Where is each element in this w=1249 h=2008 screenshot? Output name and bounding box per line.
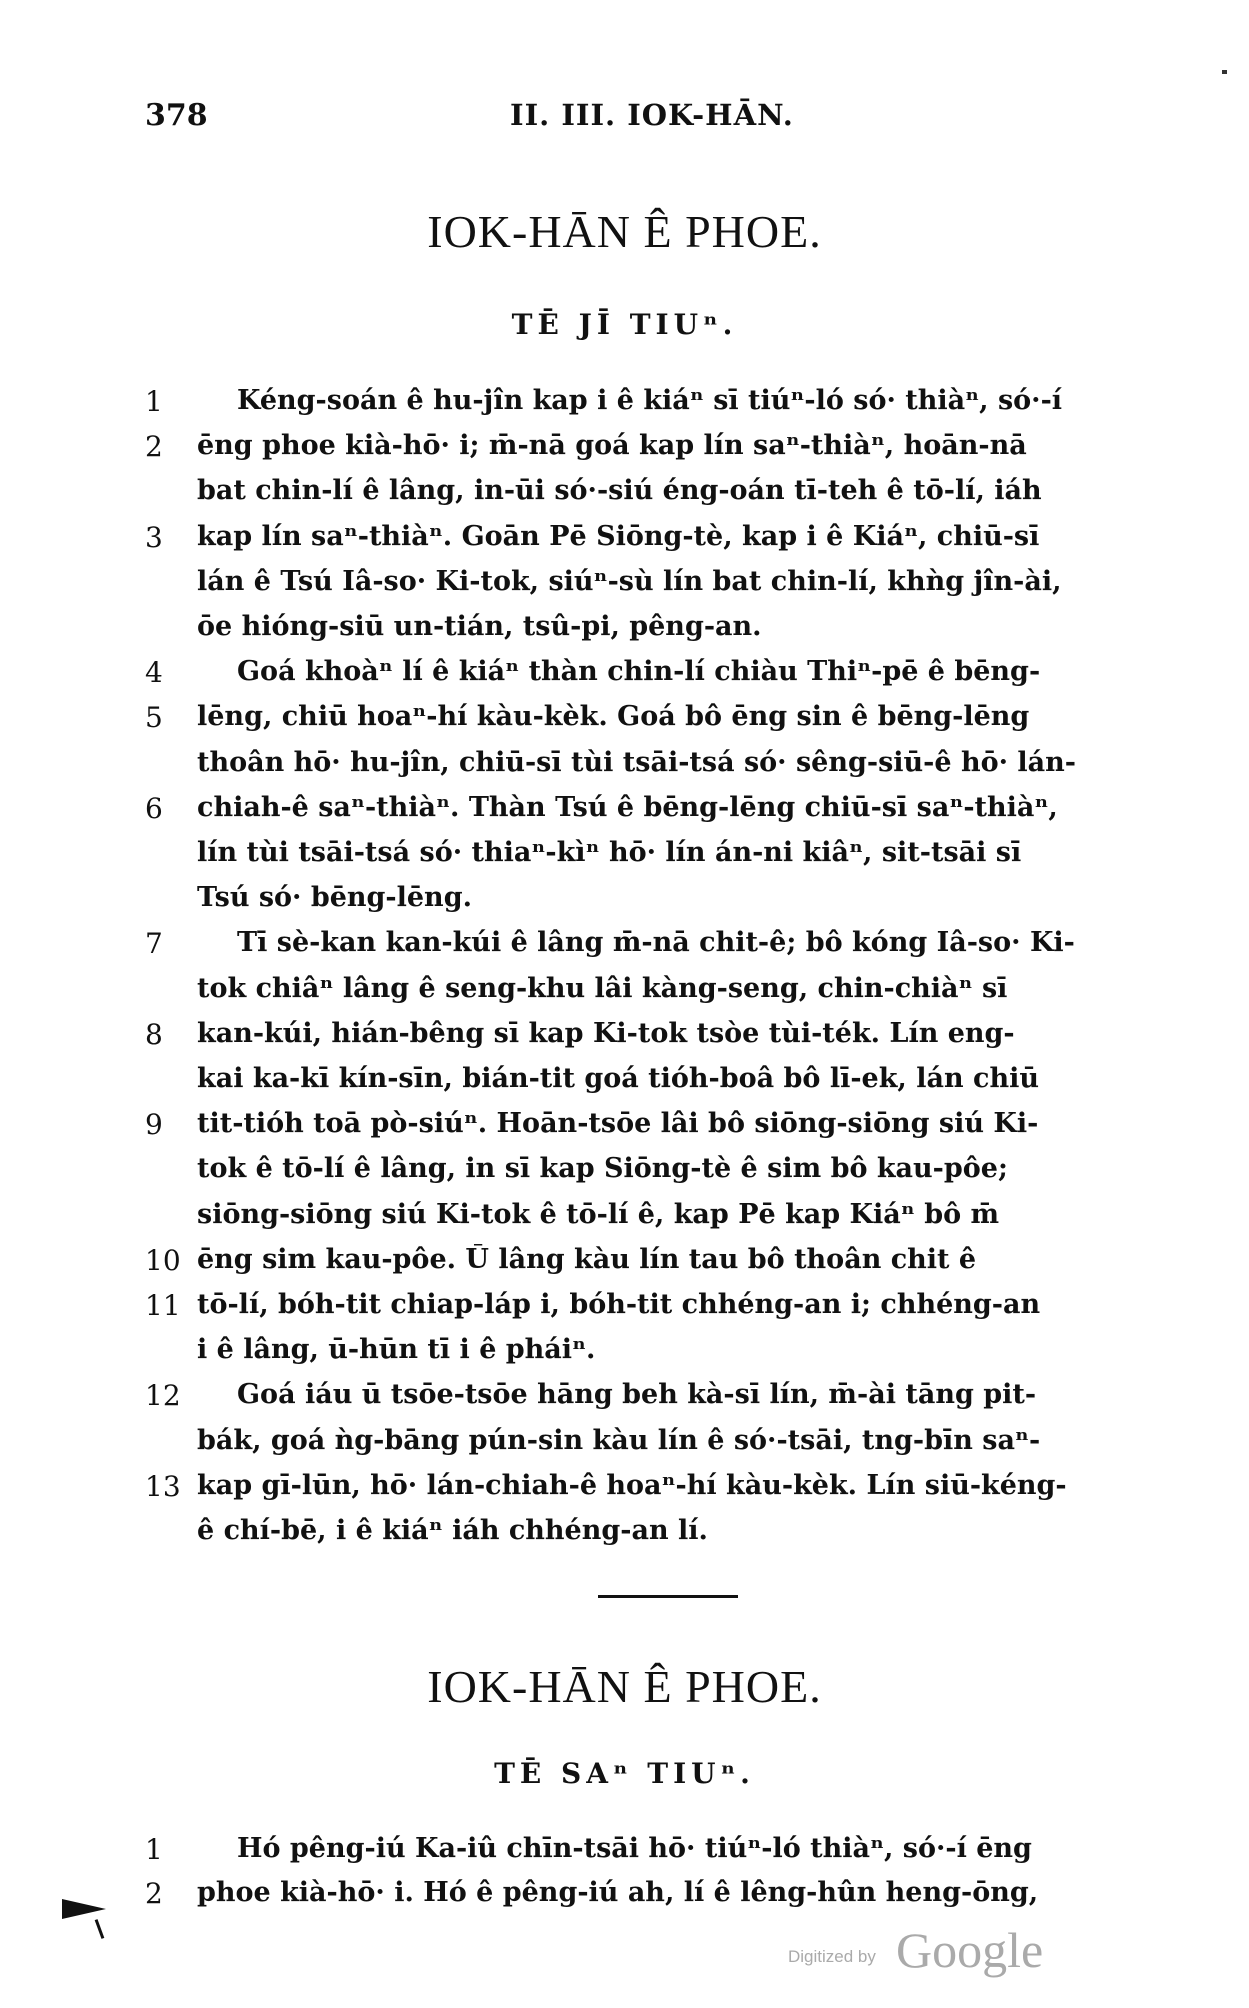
text-line <box>0 792 1249 836</box>
verse-number: 4 <box>145 656 163 690</box>
text-line <box>0 837 1249 881</box>
section1-title: IOK-HĀN Ê PHOE. <box>427 206 822 257</box>
text-line <box>0 747 1249 791</box>
section1-chapter-heading: TĒ JĪ TIUⁿ. <box>511 308 738 341</box>
line-text: Tī sè-kan kan-kúi ê lâng m̄-nā chit-ê; bô kóng Iâ-so· Ki- <box>237 927 1075 959</box>
text-line <box>0 1108 1249 1152</box>
text-line <box>0 1470 1249 1514</box>
line-text: kan-kúi, hián-bêng sī kap Ki-tok tsòe tùi-ték. Lín eng- <box>197 1017 1015 1049</box>
section2-chapter-heading: TĒ SAⁿ TIUⁿ. <box>494 1757 755 1790</box>
line-text: lán ê Tsú Iâ-so· Ki-tok, siúⁿ-sù lín bat chin-lí, khǹg jîn-ài, <box>197 565 1062 597</box>
text-line <box>0 1289 1249 1333</box>
verse-number: 10 <box>145 1243 181 1277</box>
scan-speck <box>1222 70 1227 74</box>
line-text: i ê lâng, ū-hūn tī i ê pháiⁿ. <box>197 1334 596 1366</box>
page-number: 378 <box>145 98 208 133</box>
verse-number: 7 <box>145 927 163 961</box>
line-text: Tsú só· bēng-lēng. <box>197 882 472 914</box>
verse-number: 9 <box>145 1108 163 1142</box>
line-text: bat chin-lí ê lâng, in-ūi só·-siú éng-oán tī-teh ê tō-lí, iáh <box>197 475 1042 507</box>
text-line <box>0 701 1249 745</box>
line-text: ōe hióng-siū un-tián, tsû-pi, pêng-an. <box>197 611 762 642</box>
line-text: ēng phoe kià-hō· i; m̄-nā goá kap lín saⁿ-thiàⁿ, hoān-nā <box>197 430 1027 462</box>
line-text: kap lín saⁿ-thiàⁿ. Goān Pē Siōng-tè, kap i ê Kiáⁿ, chiū-sī <box>197 520 1040 552</box>
verse-number: 11 <box>145 1289 181 1322</box>
verse-number: 2 <box>145 1877 163 1910</box>
verse-number: 8 <box>145 1017 163 1051</box>
line-text: siōng-siōng siú Ki-tok ê tō-lí ê, kap Pē kap Kiáⁿ bô m̄ <box>197 1198 1000 1230</box>
line-text: bák, goá ǹg-bāng pún-sin kàu lín ê só·-tsāi, tng-bīn saⁿ- <box>197 1424 1041 1456</box>
verse-number: 5 <box>145 701 163 735</box>
line-text: ê chí-bē, i ê kiáⁿ iáh chhéng-an lí. <box>197 1515 708 1546</box>
verse-number: 1 <box>145 385 163 418</box>
text-line <box>0 430 1249 474</box>
text-line <box>0 656 1249 700</box>
line-text: thoân hō· hu-jîn, chiū-sī tùi tsāi-tsá só· sêng-siū-ê hō· lán- <box>197 746 1076 778</box>
verse-number: 12 <box>145 1379 181 1413</box>
watermark-google-text: Google <box>896 1922 1044 1978</box>
text-line <box>0 1244 1249 1288</box>
verse-number: 6 <box>145 791 163 825</box>
verse-number: 3 <box>145 520 163 554</box>
line-text: chiah-ê saⁿ-thiàⁿ. Thàn Tsú ê bēng-lēng chiū-sī saⁿ-thiàⁿ, <box>197 791 1058 823</box>
text-line <box>0 882 1249 926</box>
text-line <box>0 1018 1249 1062</box>
line-text: Goá iáu ū tsōe-tsōe hāng beh kà-sī lín, m̄-ài tāng pit- <box>237 1379 1037 1411</box>
page-header <box>145 98 1225 142</box>
text-line <box>0 1833 1249 1877</box>
text-line <box>0 1425 1249 1469</box>
margin-arrow-mark-icon <box>62 1899 106 1919</box>
section2-title: IOK-HĀN Ê PHOE. <box>427 1661 822 1712</box>
line-text: tit-tióh toā pò-siúⁿ. Hoān-tsōe lâi bô siōng-siōng siú Ki- <box>197 1108 1039 1140</box>
text-line <box>0 927 1249 971</box>
text-line <box>0 1334 1249 1378</box>
text-line <box>0 1877 1249 1921</box>
line-text: lín tùi tsāi-tsá só· thiaⁿ-kìⁿ hō· lín án-ni kiâⁿ, sit-tsāi sī <box>197 837 1022 868</box>
line-text: lēng, chiū hoaⁿ-hí kàu-kèk. Goá bô ēng sin ê bēng-lēng <box>197 701 1030 733</box>
line-text: kap gī-lūn, hō· lán-chiah-ê hoaⁿ-hí kàu-kèk. Lín siū-kéng- <box>197 1469 1067 1501</box>
line-text: ēng sim kau-pôe. Ū lâng kàu lín tau bô thoân chit ê <box>197 1243 977 1275</box>
text-line <box>0 1199 1249 1243</box>
text-line <box>0 973 1249 1017</box>
line-text: Goá khoàⁿ lí ê kiáⁿ thàn chin-lí chiàu Thiⁿ-pē ê bēng- <box>237 656 1041 688</box>
line-text: Kéng-soán ê hu-jîn kap i ê kiáⁿ sī tiúⁿ-ló só· thiàⁿ, só·-í <box>237 385 1063 416</box>
text-line <box>0 1153 1249 1197</box>
watermark-small-text: Digitized by <box>788 1947 876 1966</box>
text-line <box>0 475 1249 519</box>
text-line <box>0 611 1249 655</box>
section-divider <box>598 1595 738 1598</box>
text-line <box>0 385 1249 429</box>
verse-number: 2 <box>145 430 163 464</box>
text-line <box>0 566 1249 610</box>
running-head: II. III. IOK-HĀN. <box>510 98 794 132</box>
line-text: kai ka-kī kín-sīn, bián-tit goá tióh-boâ bô lī-ek, lán chiū <box>197 1063 1039 1094</box>
text-line <box>0 1515 1249 1559</box>
line-text: tō-lí, bóh-tit chiap-láp i, bóh-tit chhéng-an i; chhéng-an <box>197 1289 1041 1320</box>
text-line <box>0 1063 1249 1107</box>
text-line <box>0 521 1249 565</box>
line-text: tok ê tō-lí ê lâng, in sī kap Siōng-tè ê sim bô kau-pôe; <box>197 1153 1008 1185</box>
text-line <box>0 1379 1249 1423</box>
line-text: tok chiâⁿ lâng ê seng-khu lâi kàng-seng, chin-chiàⁿ sī <box>197 972 1008 1004</box>
line-text: phoe kià-hō· i. Hó ê pêng-iú ah, lí ê lêng-hûn heng-ōng, <box>197 1877 1039 1908</box>
verse-number: 13 <box>145 1469 181 1503</box>
verse-number: 1 <box>145 1833 163 1866</box>
line-text: Hó pêng-iú Ka-iû chīn-tsāi hō· tiúⁿ-ló thiàⁿ, só·-í ēng <box>237 1833 1032 1864</box>
